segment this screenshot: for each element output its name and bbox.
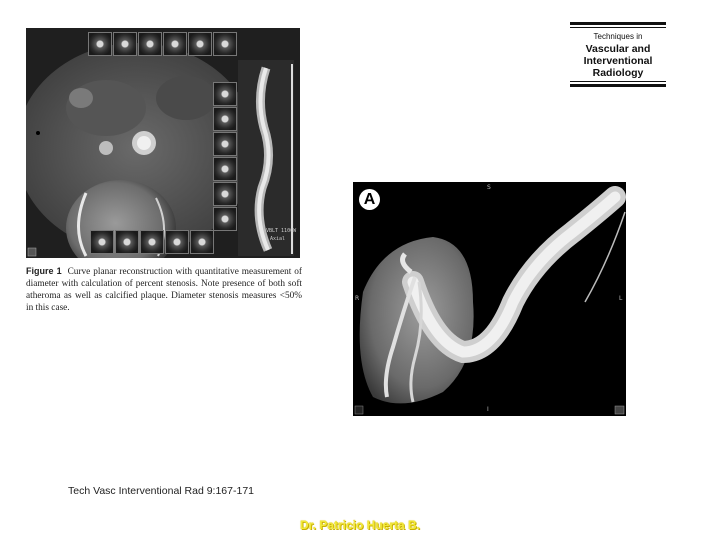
ct-reconstruction-image xyxy=(26,28,300,258)
volume-rendering-graphic xyxy=(353,182,626,416)
cross-section-thumbnail xyxy=(213,107,237,131)
cross-section-thumbnail xyxy=(115,230,139,254)
ct-scan-graphic xyxy=(26,28,300,258)
cross-section-thumbnail xyxy=(213,207,237,231)
journal-title-line: Interventional xyxy=(583,55,653,67)
cross-section-thumbnail xyxy=(213,157,237,181)
svg-text:VBLT 1100W: VBLT 1100W xyxy=(266,228,297,234)
cross-section-thumbnail xyxy=(213,32,237,56)
journal-title-line: Vascular and xyxy=(585,43,651,55)
cross-section-thumbnail xyxy=(138,32,162,56)
panel-letter-badge: A xyxy=(359,189,380,210)
cross-section-thumbnail xyxy=(213,182,237,206)
logo-rule xyxy=(570,84,666,87)
cross-section-thumbnail xyxy=(140,230,164,254)
cross-section-thumbnail xyxy=(113,32,137,56)
cross-section-thumbnail xyxy=(90,230,114,254)
volume-rendering-image xyxy=(353,182,626,416)
svg-text:Axial: Axial xyxy=(270,236,286,242)
cross-section-thumbnail xyxy=(163,32,187,56)
journal-title xyxy=(570,31,666,79)
cross-section-thumbnail xyxy=(188,32,212,56)
cross-section-thumbnail xyxy=(213,82,237,106)
author-credit: Dr. Patricio Huerta B. xyxy=(299,518,421,532)
figure-caption xyxy=(26,265,302,314)
orientation-label-bottom: I xyxy=(487,406,489,413)
figure-label: Figure 1 xyxy=(26,266,62,276)
logo-rule xyxy=(570,81,666,82)
logo-rule xyxy=(570,22,666,25)
journal-citation: Tech Vasc Interventional Rad 9:167-171 xyxy=(68,485,255,497)
orientation-label-right: L xyxy=(619,295,623,302)
cross-section-thumbnail xyxy=(213,132,237,156)
cross-section-thumbnail xyxy=(165,230,189,254)
orientation-label-top: S xyxy=(487,184,491,191)
caption-text: Curve planar reconstruction with quantitative measurement of diameter with calculation of percent stenosis. Note presence of both soft atheroma as well as calcified plaque. Diameter stenosis measures <50% in this case. xyxy=(26,267,302,313)
cross-section-thumbnail xyxy=(190,230,214,254)
cross-section-thumbnail xyxy=(88,32,112,56)
orientation-label-left: R xyxy=(355,295,360,302)
journal-title-line: Techniques in xyxy=(593,32,643,41)
journal-logo xyxy=(570,22,666,88)
journal-title-line: Radiology xyxy=(592,67,644,79)
logo-rule xyxy=(570,27,666,28)
